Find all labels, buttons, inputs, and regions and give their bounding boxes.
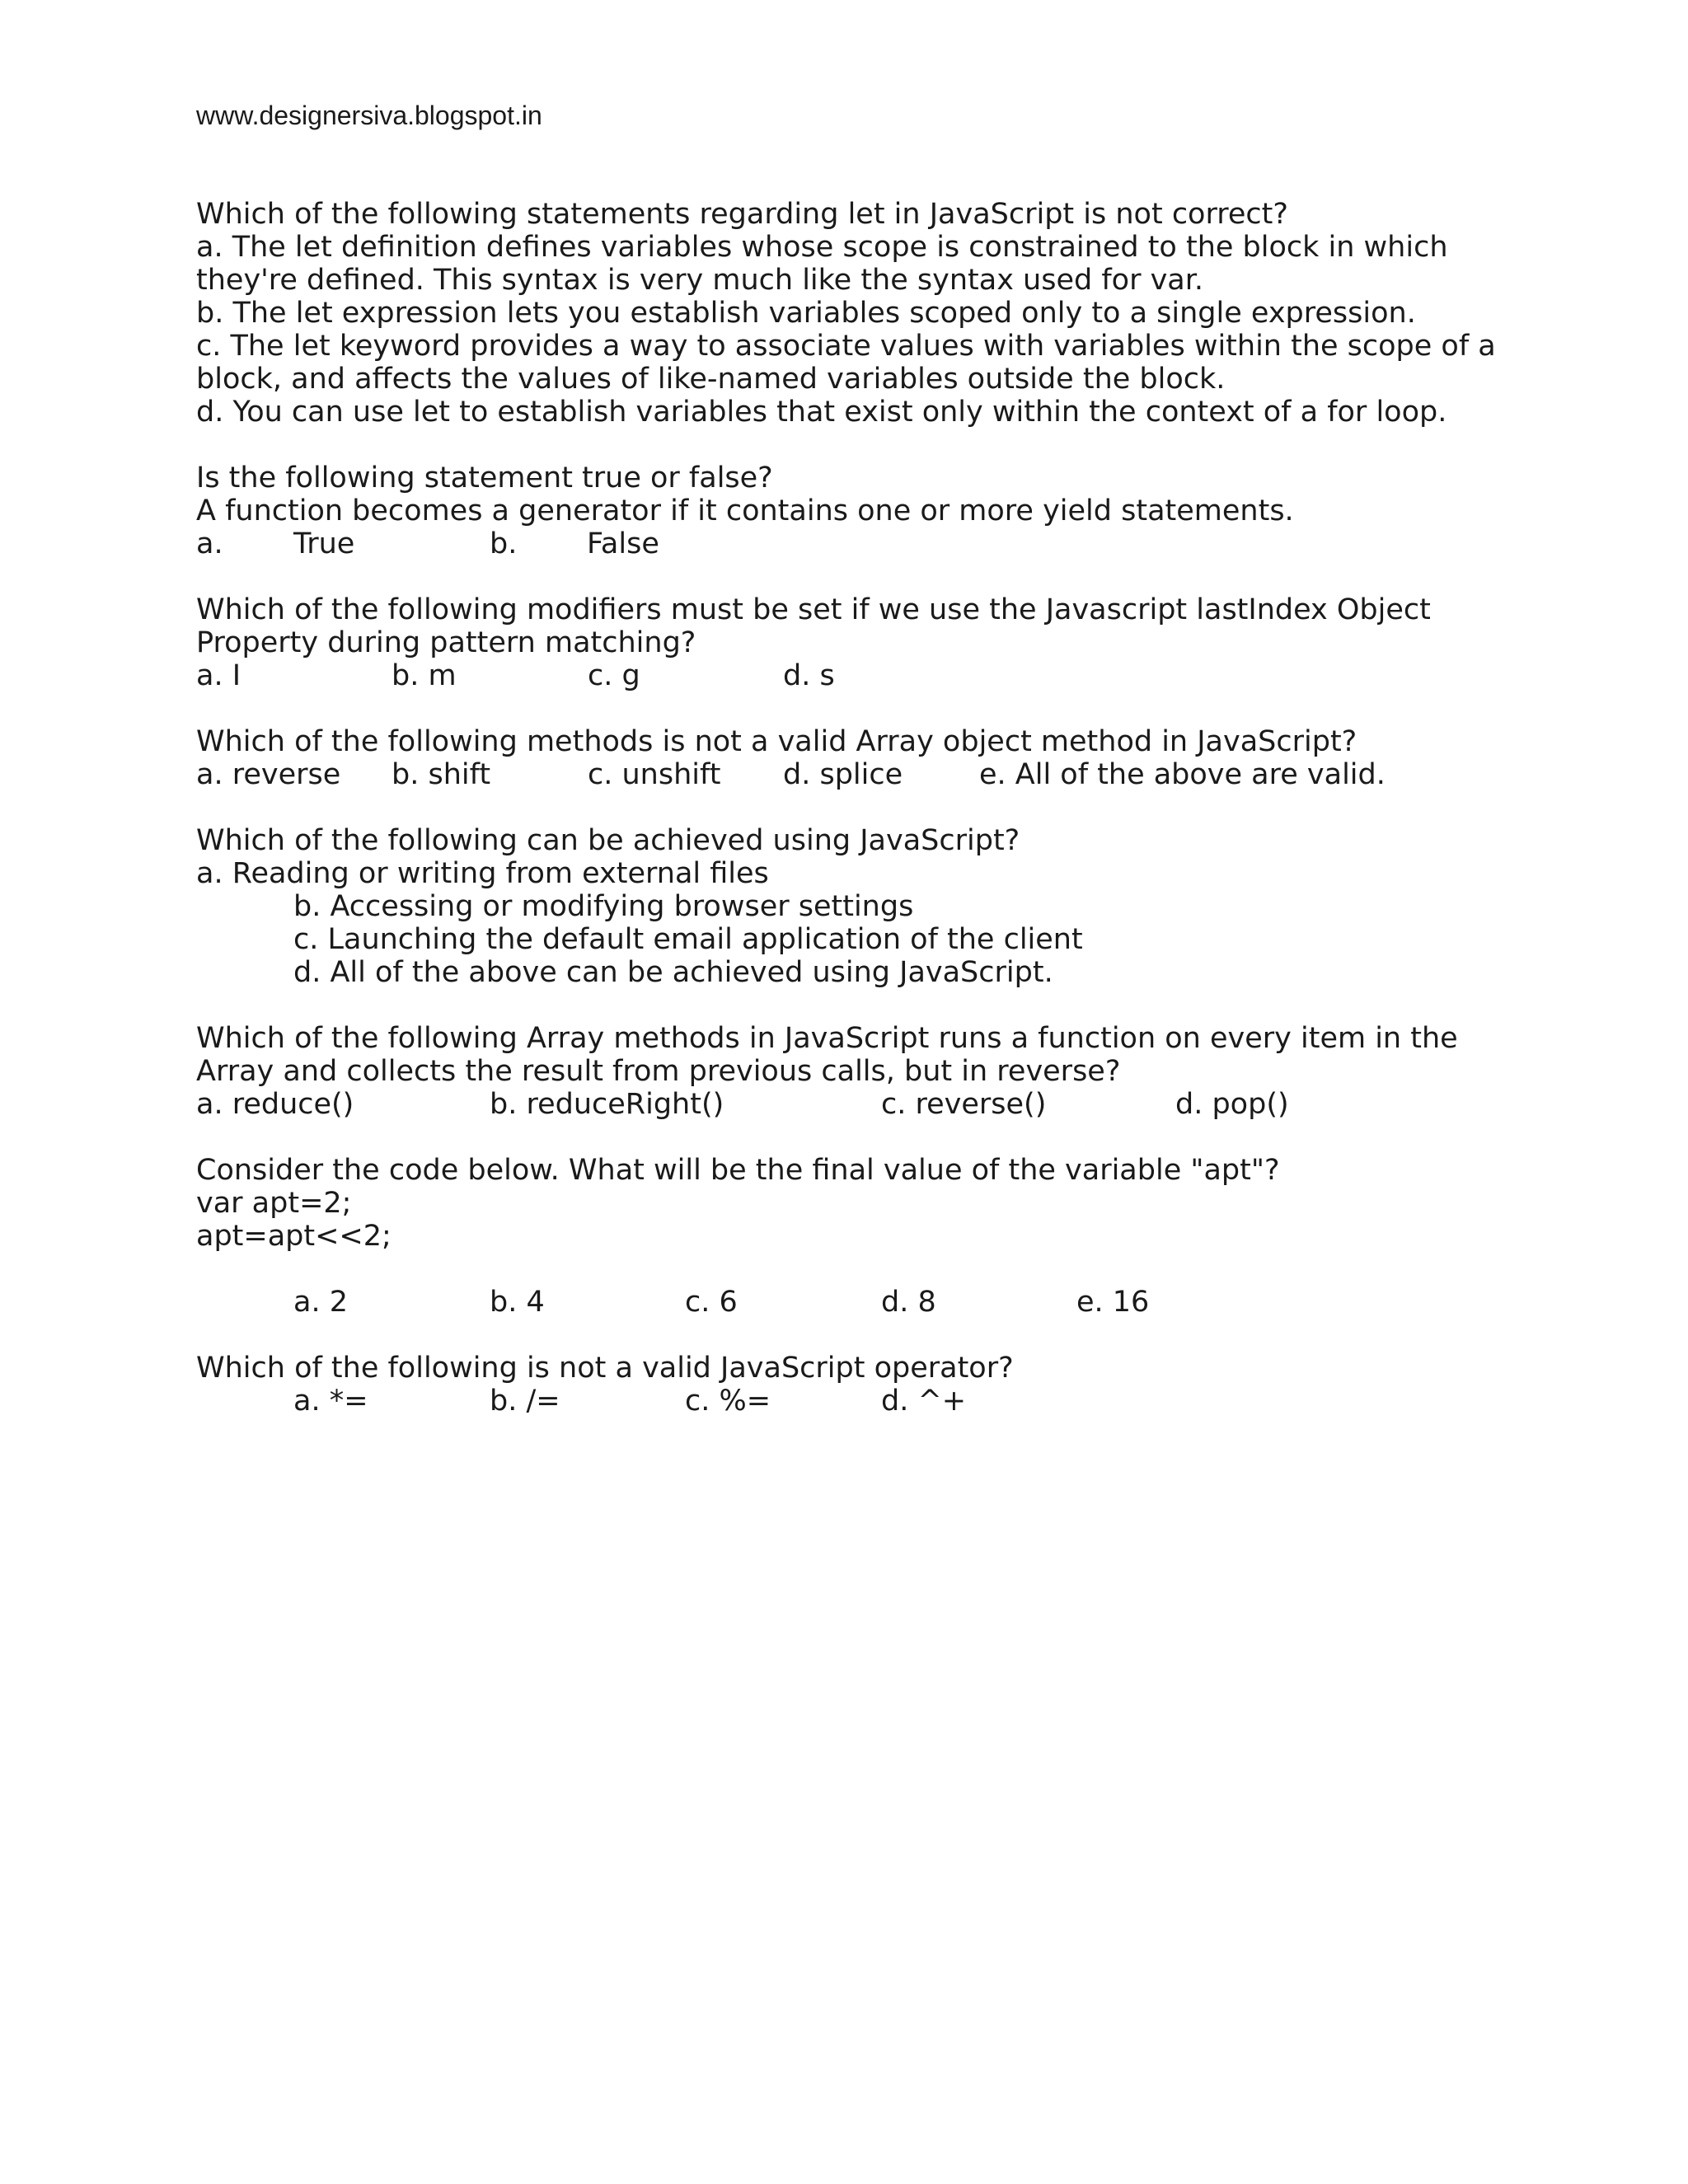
q7-option-b: b. 4 bbox=[490, 1286, 545, 1319]
q4-option-b: b. shift bbox=[392, 758, 491, 791]
q6-option-d: d. pop() bbox=[1175, 1088, 1289, 1121]
q1-option-c-line2: block, and affects the values of like-named variables outside the block. bbox=[196, 363, 1226, 396]
q7-option-a: a. 2 bbox=[293, 1286, 348, 1319]
q2-option-a-text: True bbox=[293, 527, 355, 560]
q5-option-c: c. Launching the default email application of the client bbox=[293, 923, 1083, 956]
q6-option-c: c. reverse() bbox=[881, 1088, 1047, 1121]
q2-option-b-text: False bbox=[587, 527, 659, 560]
q4-options-row bbox=[196, 758, 1639, 791]
q6-question-line1: Which of the following Array methods in JavaScript runs a function on every item in the bbox=[196, 1022, 1458, 1055]
q3-options-row bbox=[196, 659, 1597, 692]
q5-option-b: b. Accessing or modifying browser settings bbox=[293, 890, 914, 923]
q1-option-a-line2: they're defined. This syntax is very much like the syntax used for var. bbox=[196, 264, 1204, 297]
q5-option-d: d. All of the above can be achieved using JavaScript. bbox=[293, 956, 1053, 989]
q4-question: Which of the following methods is not a valid Array object method in JavaScript? bbox=[196, 725, 1357, 758]
q4-option-d: d. splice bbox=[783, 758, 903, 791]
q4-option-c: c. unshift bbox=[588, 758, 721, 791]
q1-option-b: b. The let expression lets you establish variables scoped only to a single expression. bbox=[196, 297, 1416, 330]
q7-option-c: c. 6 bbox=[685, 1286, 738, 1319]
q7-code-line2: apt=apt<<2; bbox=[196, 1220, 392, 1253]
q2-option-b-letter: b. bbox=[490, 527, 518, 560]
q8-question: Which of the following is not a valid JavaScript operator? bbox=[196, 1352, 1014, 1385]
q8-option-a: a. *= bbox=[293, 1385, 368, 1418]
q8-option-d: d. ^+ bbox=[881, 1385, 967, 1418]
q8-option-c: c. %= bbox=[685, 1385, 771, 1418]
q2-options-row bbox=[196, 527, 1597, 560]
q6-question-line2: Array and collects the result from previous calls, but in reverse? bbox=[196, 1055, 1121, 1088]
q5-option-a: a. Reading or writing from external files bbox=[196, 857, 769, 890]
q3-question-line2: Property during pattern matching? bbox=[196, 626, 696, 659]
q2-question: Is the following statement true or false? bbox=[196, 462, 773, 494]
q1-option-c-line1: c. The let keyword provides a way to associate values with variables within the scope of a bbox=[196, 330, 1496, 363]
q6-option-a: a. reduce() bbox=[196, 1088, 354, 1121]
q1-question: Which of the following statements regarding let in JavaScript is not correct? bbox=[196, 198, 1288, 231]
q7-options-row bbox=[196, 1286, 1597, 1319]
q7-question: Consider the code below. What will be the final value of the variable "apt"? bbox=[196, 1154, 1280, 1187]
q4-option-a: a. reverse bbox=[196, 758, 341, 791]
q3-option-a: a. I bbox=[196, 659, 241, 692]
q3-question-line1: Which of the following modifiers must be set if we use the Javascript lastIndex Object bbox=[196, 593, 1431, 626]
q5-question: Which of the following can be achieved using JavaScript? bbox=[196, 824, 1020, 857]
q1-option-a-line1: a. The let definition defines variables whose scope is constrained to the block in which bbox=[196, 231, 1448, 264]
q2-statement: A function becomes a generator if it contains one or more yield statements. bbox=[196, 494, 1294, 527]
q6-option-b: b. reduceRight() bbox=[490, 1088, 724, 1121]
q7-option-e: e. 16 bbox=[1076, 1286, 1150, 1319]
q2-option-a-letter: a. bbox=[196, 527, 223, 560]
q6-options-row bbox=[196, 1088, 1597, 1121]
q3-option-b: b. m bbox=[392, 659, 457, 692]
q7-option-d: d. 8 bbox=[881, 1286, 936, 1319]
q8-option-b: b. /= bbox=[490, 1385, 560, 1418]
q3-option-d: d. s bbox=[783, 659, 835, 692]
q3-option-c: c. g bbox=[588, 659, 640, 692]
q1-option-d: d. You can use let to establish variables that exist only within the context of a for loop. bbox=[196, 396, 1447, 429]
q8-options-row bbox=[196, 1385, 1597, 1418]
header-url: www.designersiva.blogspot.in bbox=[196, 101, 542, 130]
q7-code-line1: var apt=2; bbox=[196, 1187, 352, 1220]
q4-option-e: e. All of the above are valid. bbox=[979, 758, 1386, 791]
